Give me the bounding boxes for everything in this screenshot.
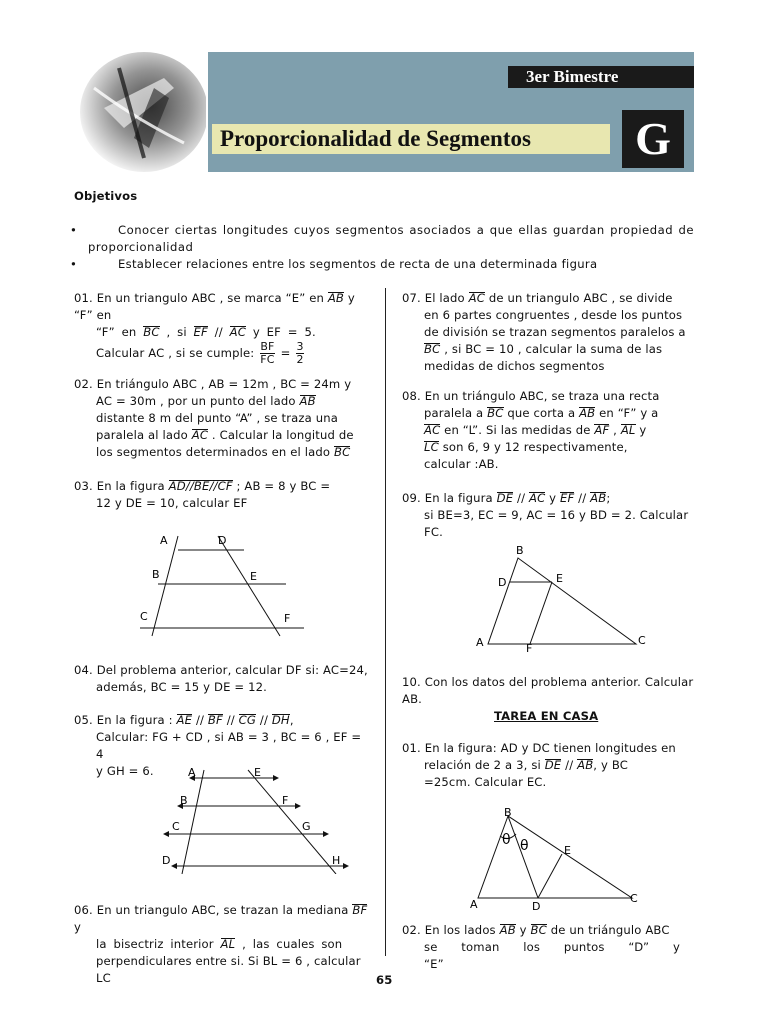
label-F: F [526,642,533,655]
label-H: H [332,854,341,867]
label-D: D [162,854,171,867]
label-D: D [532,900,541,913]
page-number: 65 [376,973,393,987]
decorative-image [74,48,206,176]
column-divider [385,288,386,956]
label-B: B [152,568,160,581]
problem-08: 08. En un triángulo ABC, se traza una recta paralela a BC que corta a AB en “F” y a AC en “L”. Si las medidas de AF , AL y LC son 6, 9 y 12 respectivamente, calcular :AB. [402,389,660,471]
label-C: C [630,892,638,905]
label-G: G [302,820,311,833]
problem-03: 03. En la figura AD//BE//CF ; AB = 8 y BC = 12 y DE = 10, calcular EF [74,479,331,510]
objetivos-heading: Objetivos [74,189,138,203]
figure-tarea-01 [466,806,656,916]
label-C: C [140,610,148,623]
problem-10: 10. Con los datos del problema anterior. Calcular AB. [402,675,694,706]
label-F: F [282,794,289,807]
label-D: D [218,534,227,547]
objetivo-2: Establecer relaciones entre los segmentos de recta de una determinada figura [118,257,598,271]
label-C: C [638,634,646,647]
figure-03 [130,528,310,640]
homework-heading: TAREA EN CASA [494,709,599,723]
label-C: C [172,820,180,833]
label-E: E [254,766,261,779]
label-B: B [516,544,524,557]
bullet-icon: • [70,257,77,271]
label-B: B [180,794,188,807]
theta-2: θ [520,838,529,854]
problem-06: 06. En un triangulo ABC, se trazan la mediana BF y la bisectriz interior AL , las cuales son perpendiculares entre si. Si BL = 6 , calcular LC [74,903,368,985]
bullet-icon: • [70,223,77,237]
page-title: Proporcionalidad de Segmentos [212,124,610,154]
label-E: E [564,844,571,857]
problem-04: 04. Del problema anterior, calcular DF si: AC=24, además, BC = 15 y DE = 12. [74,663,368,694]
chapter-letter: G [622,110,684,168]
homework-01: 01. En la figura: AD y DC tienen longitudes en relación de 2 a 3, si DE // AB, y BC =25cm. Calcular EC. [402,741,676,789]
label-A: A [476,636,484,649]
theta-1: θ [502,832,511,848]
label-D: D [498,576,507,589]
label-B: B [504,806,512,819]
label-A: A [160,534,168,547]
label-A: A [470,898,478,911]
problem-02: 02. En triángulo ABC , AB = 12m , BC = 24m y AC = 30m , por un punto del lado AB distante 8 m del punto “A” , se traza una paralela al lado AC . Calcular la longitud de los segmentos determinados en el lado BC [74,377,354,459]
problem-07: 07. El lado AC de un triangulo ABC , se divide en 6 partes congruentes , desde los puntos de división se trazan segmentos paralelos a BC , si BC = 10 , calcular la suma de las medidas de dichos segmentos [402,291,686,373]
bimestre-label: 3er Bimestre [508,66,694,88]
label-E: E [556,572,563,585]
homework-02: 02. En los lados AB y BC de un triángulo ABC se toman los puntos “D” y “E” [402,923,680,971]
problem-09: 09. En la figura DE // AC y EF // AB; si BE=3, EC = 9, AC = 16 y BD = 2. Calcular FC. [402,491,689,539]
figure-05 [150,764,360,874]
figure-09 [470,544,660,656]
problem-01: 01. En un triangulo ABC , se marca “E” en AB y “F” en “F” en BC , si EF // AC y EF = 5. Calcular AC , si se cumple: $\frac{BF}{FC}$ = $\frac{3}{2}$ [74,291,355,366]
label-A: A [188,766,196,779]
label-E: E [250,570,257,583]
problem-05: 05. En la figura : AE // BF // CG // DH, Calcular: FG + CD , si AB = 3 , BC = 6 , EF = 4 y GH = 6. [74,713,362,778]
label-F: F [284,612,291,625]
objetivo-1: Conocer ciertas longitudes cuyos segmentos asociados a que ellas guardan propiedad de proporcionalidad [88,223,694,254]
